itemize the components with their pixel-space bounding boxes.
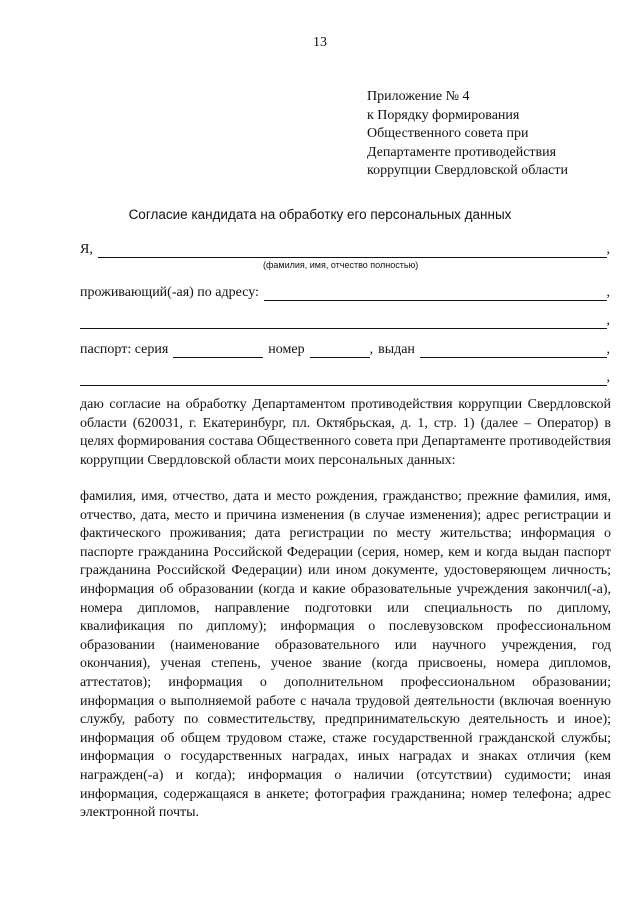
address-row [80, 283, 610, 301]
address-continuation-row [80, 311, 610, 329]
passport-number-field[interactable] [310, 343, 370, 358]
personal-data-list: фамилия, имя, отчество, дата и место рождения, гражданство; прежние фамилия, имя, отчество, дата, место и причина изменения (в случае изменения); адрес регистрации и фактического проживания; дата регистрации по месту жительства; информация о паспорте гражданина Российской Федерации (серия, номер, кем и когда выдан паспорт гражданина Российской Федерации) или ином документе, удостоверяющем личность; информация об образовании (когда и какие образовательные учреждения закончил(-а), номера дипломов, направление подготовки или специальность по диплому, квалификация по диплому); информация о послевузовском профессиональном образовании (наименование образовательного или научного учреждения, год окончания), ученая степень, ученое звание (когда присвоены, номера дипломов, аттестатов); информация о дополнительном профессиональном образовании; информация о выполняемой работе с начала трудовой деятельности (включая военную службу, работу по совместительству, предпринимательскую деятельность и иное); информация об общем трудовом стаже, стаже государственной гражданской службы; информация о государственных наградах, иных наградах и знаках отличия (кем награжден(-а) и когда); информация о наличии (отсутствии) судимости; иная информация, содержащаяся в анкете; фотография гражданина; номер телефона; адрес электронной почты. [80, 489, 611, 821]
address-continuation-field[interactable] [80, 314, 607, 329]
comma: , [606, 342, 610, 357]
appendix-line: коррупции Свердловской области [367, 163, 569, 178]
i-label: Я, [80, 242, 93, 257]
passport-row [80, 340, 610, 358]
appendix-line: Общественного совета при [367, 126, 529, 141]
name-caption: (фамилия, имя, отчество полностью) [263, 260, 419, 270]
appendix-line: к Порядку формирования [367, 107, 520, 123]
passport-number-label: номер [268, 342, 305, 357]
appendix-line: Приложение № 4 [367, 89, 470, 104]
consent-paragraph: даю согласие на обработку Департаментом противодействия коррупции Свердловской области (620031, г. Екатеринбург, пл. Октябрьская, д. 1, стр. 1) (далее – Оператор) в целях формирования состава Общественного совета при Департаменте противодействия коррупции Свердловской области моих персональных данных: [80, 397, 611, 468]
passport-continuation-row [80, 368, 610, 386]
appendix-line: Департаменте противодействия [367, 144, 557, 160]
address-label: проживающий(-ая) по адресу: [80, 285, 259, 300]
passport-issued-label: выдан [378, 342, 415, 357]
document-title: Согласие кандидата на обработку его персональных данных [128, 207, 512, 222]
comma: , [606, 285, 610, 300]
name-row [80, 240, 610, 258]
passport-series-label: паспорт: серия [80, 342, 169, 357]
full-name-field[interactable] [98, 243, 607, 258]
passport-issued-field[interactable] [420, 343, 607, 358]
comma: , [606, 370, 610, 385]
page-number: 13 [313, 35, 327, 50]
address-field[interactable] [264, 286, 607, 301]
comma: , [369, 342, 374, 357]
passport-continuation-field[interactable] [80, 371, 607, 386]
passport-series-field[interactable] [173, 343, 263, 358]
comma: , [606, 242, 610, 257]
comma: , [606, 313, 610, 328]
appendix-header [367, 88, 568, 181]
